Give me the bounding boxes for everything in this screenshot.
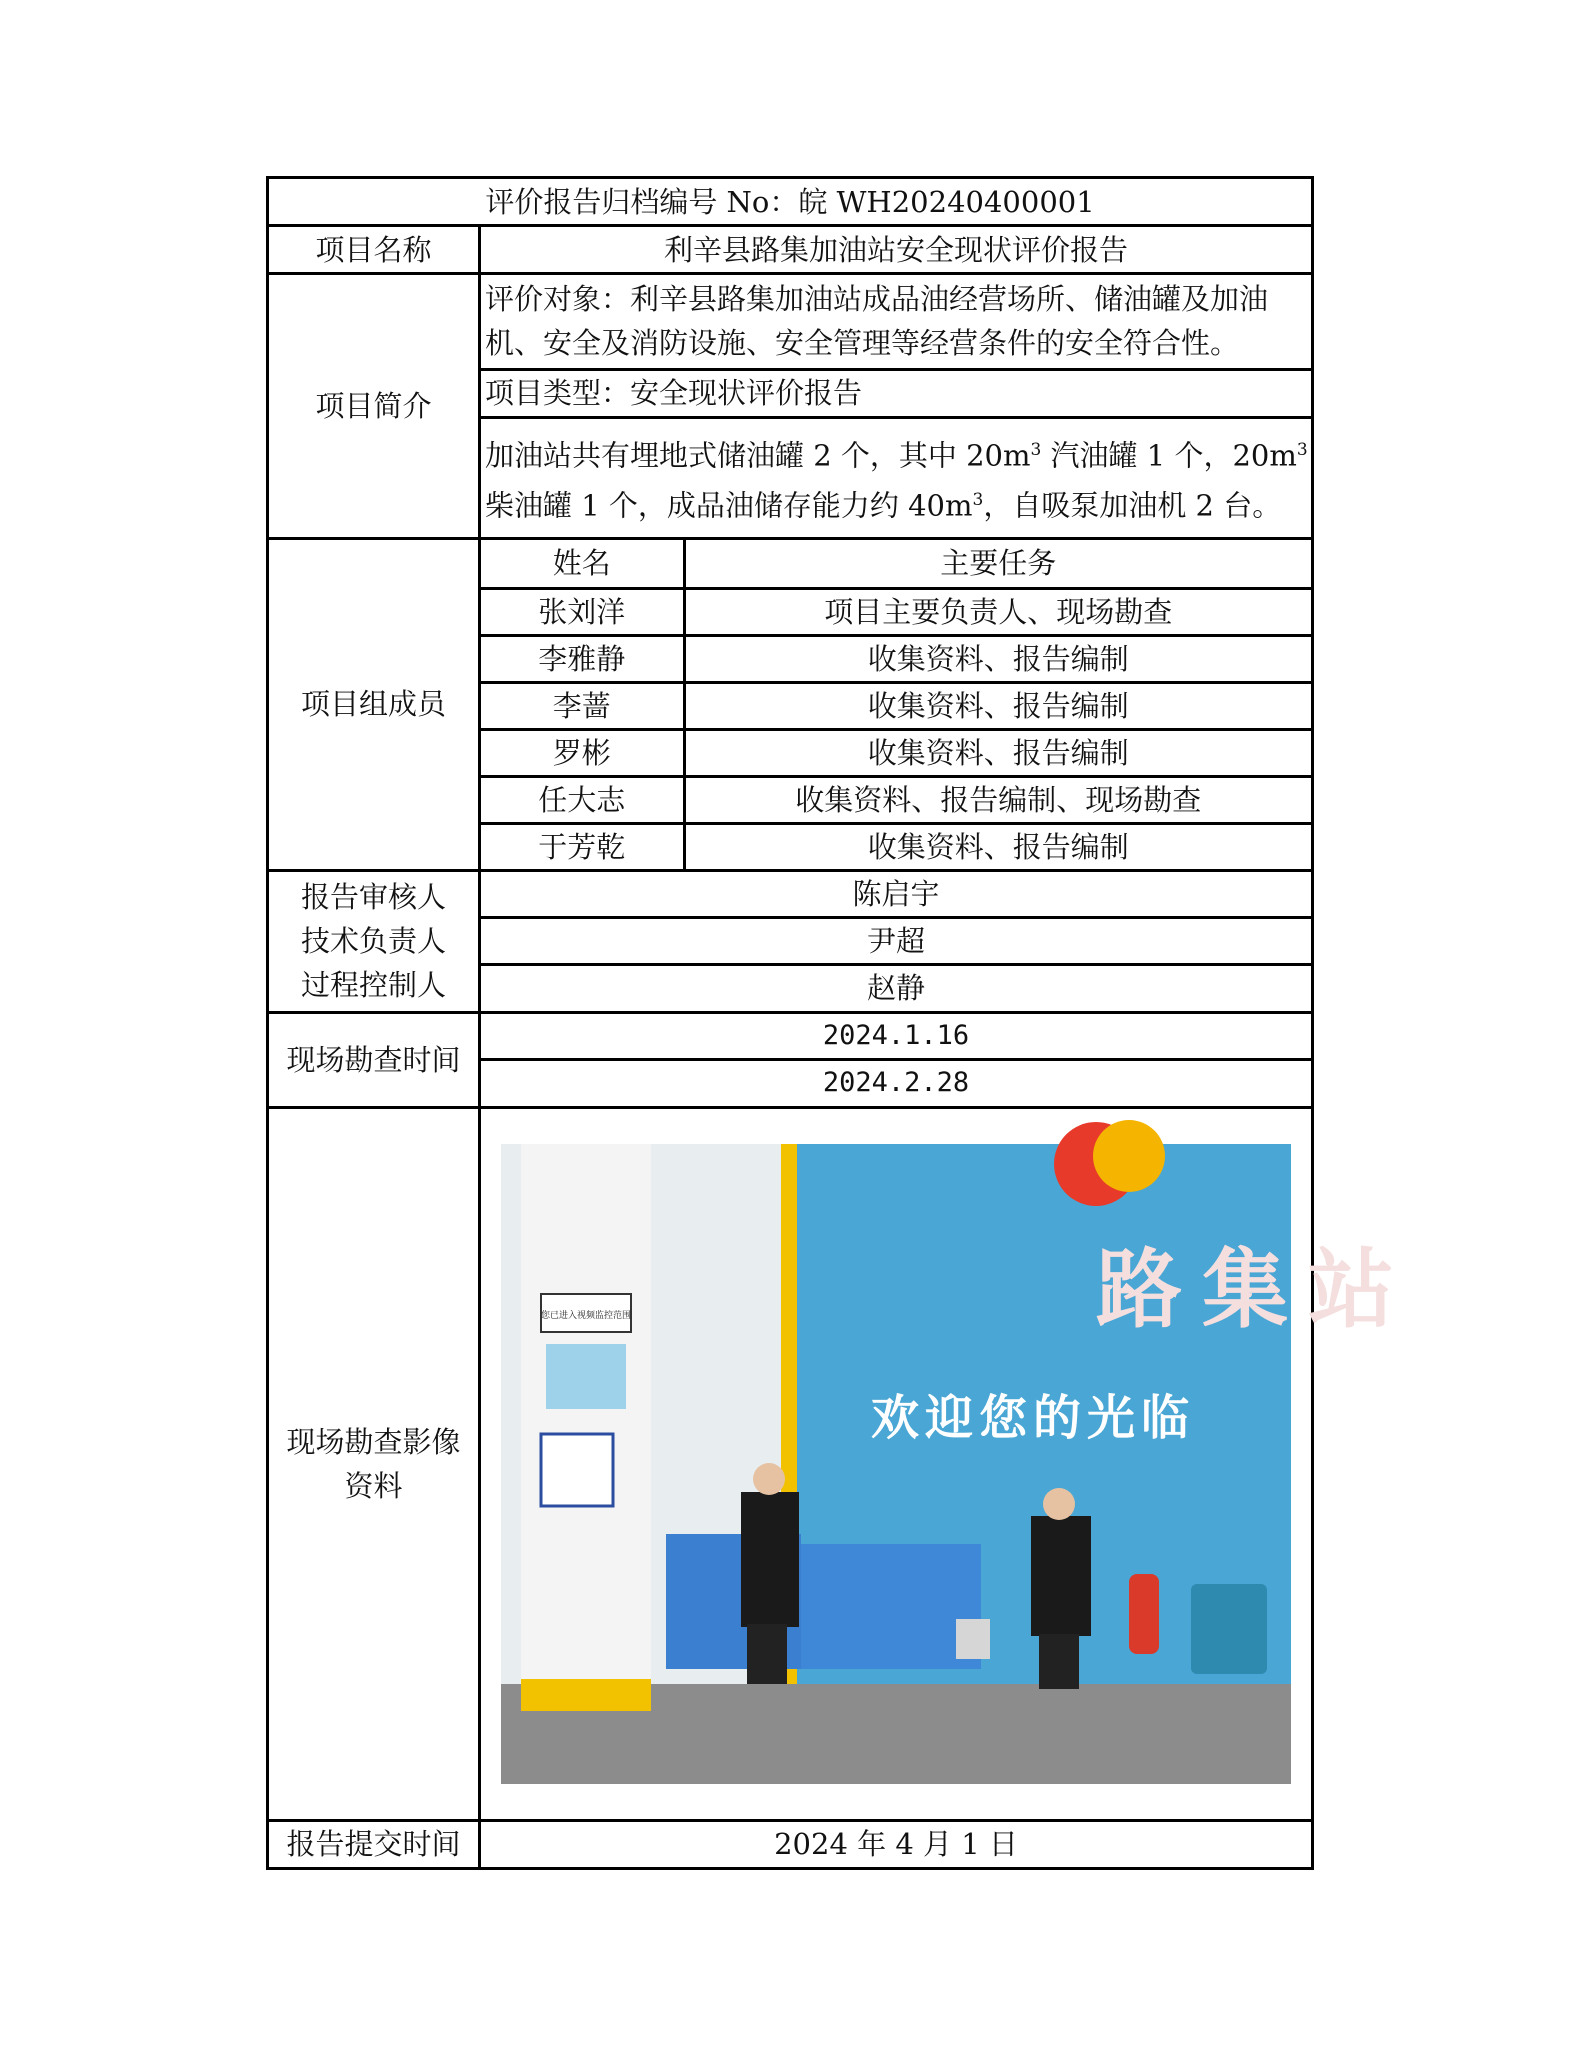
review-table (481, 872, 1311, 1011)
photo-person-right-legs (1039, 1634, 1079, 1689)
photo-water-stack-right (801, 1544, 981, 1669)
photo-notice-text: 您已进入视频监控范围 (540, 1310, 632, 1321)
label-reviewer: 报告审核人 (300, 880, 446, 914)
photo-fire-extinguisher (1129, 1574, 1159, 1654)
member-name: 李蔷 (481, 682, 684, 729)
member-name: 张刘洋 (481, 588, 684, 635)
intro-desc: 加油站共有埋地式储油罐 2 个，其中 $20m^3$ 汽油罐 1 个，$20m^3$ 柴油罐 1 个，成品油储存能力约 $40m^3$，自吸泵加油机 2 台。 (481, 417, 1311, 537)
label-review-block (268, 870, 480, 1012)
submit-date: 2024 年 4 月 1 日 (480, 1820, 1313, 1868)
label-process-ctrl: 过程控制人 (300, 968, 446, 1002)
archive-number: 评价报告归档编号 No：皖 WH20240400001 (268, 178, 1313, 226)
member-name: 李雅静 (481, 635, 684, 682)
photo-person-left (741, 1492, 799, 1627)
intro-type: 项目类型：安全现状评价报告 (481, 369, 1311, 417)
report-sheet (266, 176, 1414, 1870)
photo-pillar-base (521, 1679, 651, 1711)
member-task: 收集资料、报告编制 (684, 635, 1311, 682)
photo-person-right (1031, 1516, 1091, 1636)
tech-lead: 尹超 (481, 918, 1311, 965)
label-survey-images-line1: 现场勘查影像 (286, 1424, 461, 1459)
survey-photo (501, 1144, 1414, 1784)
survey-table (481, 1014, 1311, 1106)
member-task: 收集资料、报告编制 (684, 823, 1311, 869)
members-header-name: 姓名 (481, 540, 684, 588)
process-ctrl: 赵静 (481, 965, 1311, 1011)
report-table (266, 176, 1414, 1870)
label-survey-images-line2: 资料 (344, 1468, 403, 1503)
intro-object: 评价对象：利辛县路集加油站成品油经营场所、储油罐及加油机、安全及消防设施、安全管理等经营条件的安全符合性。 (481, 275, 1311, 369)
label-tech-lead: 技术负责人 (300, 924, 446, 958)
survey-photo-cell (480, 1107, 1414, 1820)
members-table (481, 540, 1311, 869)
photo-safety-signs (541, 1434, 613, 1506)
reviewer: 陈启宇 (481, 872, 1311, 918)
photo-logo-yellow (1093, 1120, 1165, 1192)
project-name: 利辛县路集加油站安全现状评价报告 (480, 226, 1313, 274)
member-task: 收集资料、报告编制、现场勘查 (684, 776, 1311, 823)
intro-table (481, 275, 1311, 537)
photo-poster (546, 1344, 626, 1409)
label-submit-time: 报告提交时间 (268, 1820, 480, 1868)
photo-pillar (521, 1144, 651, 1684)
label-project-intro: 项目简介 (268, 274, 480, 539)
photo-person-left-legs (747, 1624, 787, 1684)
photo-sign-subtitle: 欢迎您的光临 (871, 1389, 1196, 1446)
member-name: 罗彬 (481, 729, 684, 776)
member-task: 项目主要负责人、现场勘查 (684, 588, 1311, 635)
photo-blue-barrel (1191, 1584, 1267, 1674)
survey-date: 2024.2.28 (481, 1060, 1311, 1106)
member-task: 收集资料、报告编制 (684, 682, 1311, 729)
member-name: 于芳乾 (481, 823, 684, 869)
photo-person-left-head (753, 1463, 785, 1495)
label-project-name: 项目名称 (268, 226, 480, 274)
photo-bucket (956, 1619, 990, 1659)
member-task: 收集资料、报告编制 (684, 729, 1311, 776)
members-header-task: 主要任务 (684, 540, 1311, 588)
photo-person-right-head (1043, 1488, 1075, 1520)
label-project-members: 项目组成员 (268, 539, 480, 871)
member-name: 任大志 (481, 776, 684, 823)
label-survey-images (268, 1107, 480, 1820)
label-survey-time: 现场勘查时间 (268, 1012, 480, 1107)
photo-sign-title: 路集站 (1096, 1239, 1414, 1340)
survey-date: 2024.1.16 (481, 1014, 1311, 1060)
